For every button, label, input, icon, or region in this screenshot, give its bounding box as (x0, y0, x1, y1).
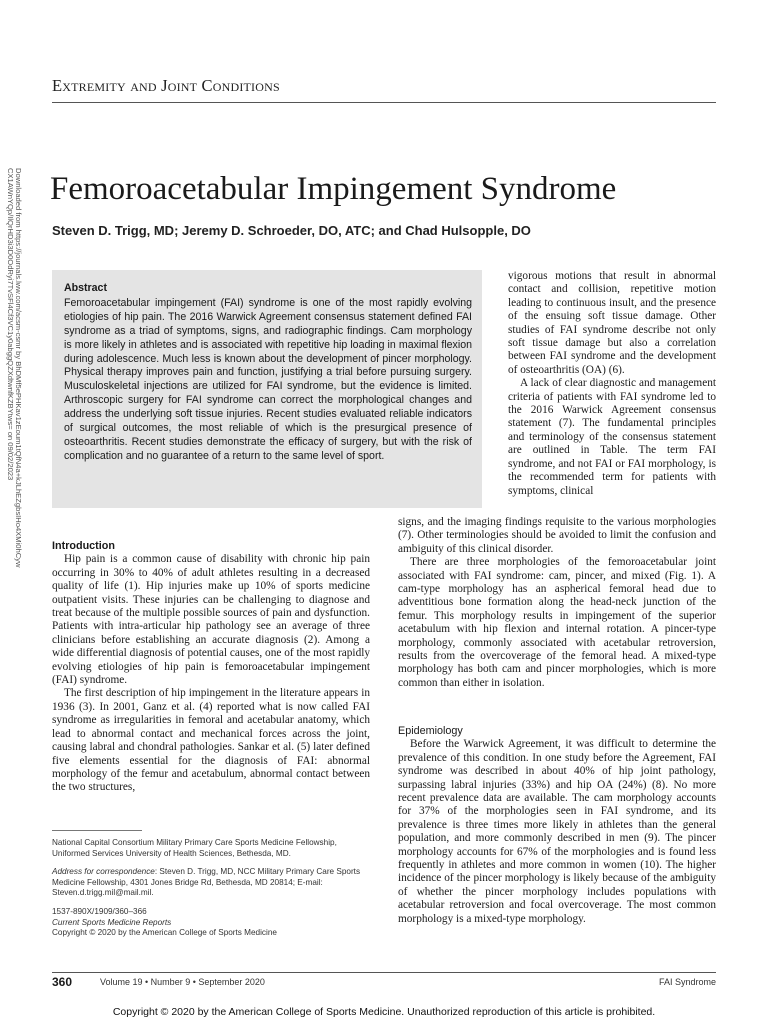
intro-paragraph-2-continued: vigorous motions that result in abnormal contact and collision, repetitive motion leading to continuous insult, and the presence of the ensuing soft tissue damage. Other studies of FAI syndrome describe not only soft tissue damage but also a correlation between FAI syndrome and the development of osteoarthritis (OA) (6). (508, 270, 716, 376)
abstract-heading: Abstract (64, 282, 107, 294)
section-title: Extremity and Joint Conditions (52, 76, 280, 95)
intro-paragraph-3-start: A lack of clear diagnostic and management criteria of patients with FAI syndrome led to the 2016 Warwick Agreement consensus statement (7). The fundamental principles and terminology of the consensus statement are outlined in Table. The term FAI syndrome, and not FAI or FAI morphology, is the recommended term for patients with symptoms, clinical (508, 377, 716, 497)
copyright-banner: Copyright © 2020 by the American College of Sports Medicine. Unauthorized reproduction of this article is prohibited. (112, 1006, 656, 1018)
publication-info (52, 907, 372, 939)
journal-name: Current Sports Medicine Reports (52, 917, 172, 927)
download-watermark: Downloaded from https://journals.lww.com/acsm-csmr by BhDMf5ePHKav1zEoum1tQfN4a+kJLhEZgbsIHo4XMi0hCyw CX1AWnYQp/IlQrHD3i3D0OdRyi7TvSFl4Cf3VC1y0abggQZXdtwnfKZBYtws= on 09/02/2023 (6, 168, 23, 568)
epidemiology-heading: Epidemiology (398, 725, 463, 737)
abstract-box (52, 270, 482, 508)
intro-paragraph-2: The first description of hip impingement in the literature appears in 1936 (3). In 2001, Ganz et al. (4) reported what is now called FAI syndrome as irregularities in femoral and acetabular anatomy, which lead to abnormal contact and mechanical forces across the joint, causing labral and chondral pathologies. Sankar et al. (5) later defined five elements essential for the diagnosis of FAI: abnormal morphology of the femur and acetabulum, abnormal contact between the two structures, (52, 687, 370, 794)
right-column-upper (508, 270, 716, 498)
footnote-rule (52, 830, 142, 831)
footer-rule (52, 972, 716, 973)
introduction-heading: Introduction (52, 540, 115, 552)
issue-info: Volume 19 • Number 9 • September 2020 (100, 977, 265, 987)
affiliation-note: National Capital Consortium Military Primary Care Sports Medicine Fellowship, Uniformed Services University of Health Sciences, Bethesda, MD. (52, 838, 337, 858)
intro-paragraph-4: There are three morphologies of the femoroacetabular joint associated with FAI syndrome: cam, pincer, and mixed (Fig. 1). A cam-type morphology has an aspherical femoral head due to adventitious bone formation along the head-neck junction of the femur. This morphology results in impingement of the superior acetabulum with hip flexion and internal rotation. A pincer-type morphology, commonly associated with acetabular retroversion, results from the overcoverage of the femoral head. A mixed-type morphology has both cam and pincer morphologies, which is more common than either in isolation. (398, 556, 716, 689)
intro-paragraph-3-end: signs, and the imaging findings requisite to the various morphologies (7). Other terminologies should be avoided to limit the confusion and ambiguity of this clinical disorder. (398, 516, 716, 555)
running-title: FAI Syndrome (658, 977, 716, 987)
epidemiology-section (398, 725, 716, 926)
introduction-section (52, 540, 370, 795)
issn-line: 1537-890X/1909/360–366 (52, 906, 147, 916)
correspondence-label: Address for correspondence (52, 867, 155, 877)
page-number: 360 (52, 975, 73, 989)
article-title: Femoroacetabular Impingement Syndrome (50, 171, 617, 207)
footnotes (52, 838, 372, 947)
correspondence-text: : Steven D. Trigg, MD, NCC Military Primary Care Sports Medicine Fellowship, 4301 Jones Bridge Rd, Bethesda, MD 20814; E-mail: Steven.d.trigg.mil@mail.mil. (52, 867, 361, 898)
header-rule (52, 102, 716, 103)
author-list: Steven D. Trigg, MD; Jeremy D. Schroeder, DO, ATC; and Chad Hulsopple, DO (52, 223, 531, 238)
abstract-text: Femoroacetabular impingement (FAI) syndrome is one of the most rapidly evolving etiologies of hip pain. The 2016 Warwick Agreement consensus statement defined FAI syndrome as a triad of symptoms, signs, and radiographic findings. Cam morphology is more likely in athletes and is associated with repetitive hip loading in maximal flexion during adolescence. Much less is known about the development of pincer morphology. Physical therapy improves pain and function, justifying a trial before pursuing surgery. Musculoskeletal injections are utilized for FAI syndrome, but the evidence is limited. Arthroscopic surgery for FAI syndrome can correct the morphological changes and address the underlying soft tissue injuries. Recent studies evaluated reliable indicators of surgical outcomes, the most reliable of which is the presurgical presence of osteoarthritis. Recent studies demonstrate the efficacy of surgery, but with the risk of complication and no guarantee of a return to the same level of sport. (64, 296, 472, 462)
epidemiology-paragraph-1: Before the Warwick Agreement, it was difficult to determine the prevalence of this condition. In one study before the Agreement, FAI syndrome was described in about 40% of hip joint pathology, surpassing labral injuries (33%) and hip OA (24%) (8). No more recent prevalence data are available. The cam morphology accounts for 37% of the morphologies seen in FAI syndrome, and its prevalence is three times more likely in athletes than the general population, and more commonly described in men (9). The pincer morphology accounts for 67% of the morphologies and is found less frequently in athletes and more common in women (10). The higher incidence of the pincer morphology is likely because of the ambiguity of whether the pincer morphology includes populations with acetabular retroversion and focal overcoverage. The most common morphology is a mixed-type morphology. (398, 738, 716, 925)
copyright-line: Copyright © 2020 by the American College of Sports Medicine (52, 928, 277, 938)
right-column-lower (398, 516, 716, 690)
correspondence-note (52, 867, 372, 899)
intro-paragraph-1: Hip pain is a common cause of disability with chronic hip pain occurring in 30% to 40% of adult athletes resulting in a decreased quality of life (1). Hip injuries make up 10% of sports medicine outpatient visits. These injuries can be challenging to diagnose and treat because of the multiple possible sources of pain and dysfunction. Patients with intra-articular hip pathology see an average of three clinicians before establishing an accurate diagnosis (2). Among a wide differential diagnosis of potential causes, one of the most rapidly evolving etiologies of hip pain is femoroacetabular impingement (FAI) syndrome. (52, 553, 370, 687)
